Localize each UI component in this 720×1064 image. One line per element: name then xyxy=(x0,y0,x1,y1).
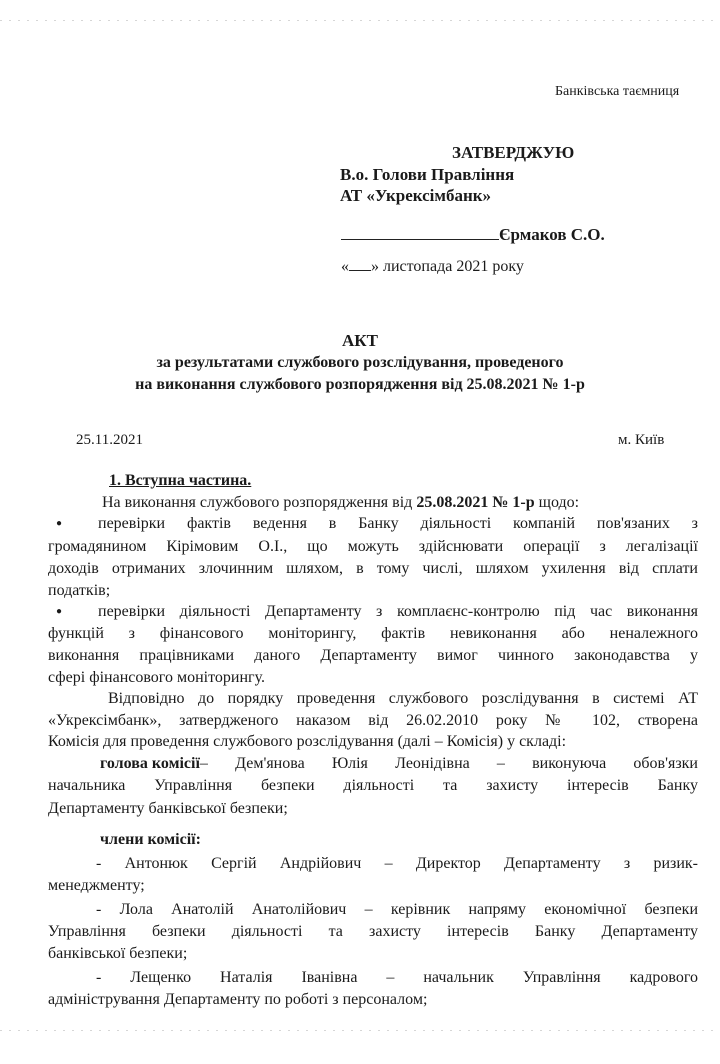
section-heading: 1. Вступна частина. xyxy=(109,472,252,489)
day-blank xyxy=(349,258,371,271)
bullet1-line: податків; xyxy=(48,582,111,599)
approver-org: АТ «Укрексімбанк» xyxy=(340,186,492,205)
member-line: - Антонюк Сергій Андрійович – Директор Департаменту з ризик- xyxy=(96,855,698,872)
intro-line xyxy=(102,494,579,512)
commission-paragraph-line: «Укрексімбанк», затвердженого наказом від 26.02.2010 року № 102, створена xyxy=(48,712,698,729)
member-line: менеджменту; xyxy=(48,877,145,894)
act-subtitle-1: за результатами службового розслідування, проведеного xyxy=(156,354,564,371)
member-line: адміністрування Департаменту по роботі з персоналом; xyxy=(48,991,428,1008)
bullet-icon: ● xyxy=(56,518,63,529)
commission-paragraph-line: Відповідно до порядку проведення службового розслідування в системі АТ xyxy=(108,690,698,707)
act-title: АКТ xyxy=(342,331,378,350)
member-line: Управління безпеки діяльності та захисту інтересів Банку Департаменту xyxy=(48,923,698,940)
bullet1-line: перевірки фактів ведення в Банку діяльності компаній пов'язаних з xyxy=(98,515,698,532)
signature-blank xyxy=(341,225,499,240)
approver-position: В.о. Голови Правління xyxy=(340,165,515,184)
bullet1-line: громадянином Кірімовим О.І., що можуть здійснювати операції з легалізації xyxy=(48,538,698,555)
commission-head-line: начальника Управління безпеки діяльності та захисту інтересів Банку xyxy=(48,777,698,794)
bullet2-line: виконання працівниками даного Департаменту вимог чинного законодавства у xyxy=(48,647,698,664)
secret-mark: Банківська таємниця xyxy=(555,84,680,99)
signatory-name: Єрмаков С.О. xyxy=(499,225,605,244)
commission-head-line: Департаменту банківської безпеки; xyxy=(48,800,288,817)
commission-head-name: – Дем'янова Юлія Леонідівна – виконуюча обов'язки xyxy=(199,755,698,772)
bullet2-line: функцій з фінансового моніторингу, фактів невиконання або неналежного xyxy=(48,625,698,642)
document-city: м. Київ xyxy=(618,432,665,448)
bullet2-line: перевірки діяльності Департаменту з комплаєнс-контролю під час виконання xyxy=(98,603,698,620)
member-line: - Лола Анатолій Анатолійович – керівник напряму економічної безпеки xyxy=(96,901,698,918)
scan-artifact-bottom xyxy=(0,1030,720,1031)
bullet2-line: сфері фінансового моніторингу. xyxy=(48,669,265,686)
intro-post: щодо: xyxy=(534,494,580,511)
approval-date xyxy=(341,258,524,276)
commission-head-line xyxy=(100,755,698,773)
intro-pre: На виконання службового розпорядження від xyxy=(102,494,417,511)
scan-artifact-top xyxy=(0,20,720,21)
approve-title: ЗАТВЕРДЖУЮ xyxy=(452,143,575,162)
document-date: 25.11.2021 xyxy=(76,432,143,448)
act-subtitle-2: на виконання службового розпорядження від 25.08.2021 № 1-р xyxy=(135,376,585,393)
member-line: банківської безпеки; xyxy=(48,945,188,962)
date-suffix: » листопада 2021 року xyxy=(371,258,524,275)
commission-paragraph-line: Комісія для проведення службового розслідування (далі – Комісія) у складі: xyxy=(48,733,567,750)
signature-line xyxy=(341,225,605,245)
bullet-icon: ● xyxy=(56,606,63,617)
bullet1-line: доходів отриманих злочинним шляхом, в тому числі, шляхом ухилення від сплати xyxy=(48,560,698,577)
member-line: - Лещенко Наталія Іванівна – начальник Управління кадрового xyxy=(96,969,698,986)
commission-members-label: члени комісії: xyxy=(100,831,201,848)
date-prefix: « xyxy=(341,258,349,275)
commission-head-label: голова комісії xyxy=(100,755,200,772)
intro-order-ref: 25.08.2021 № 1-р xyxy=(416,494,535,511)
